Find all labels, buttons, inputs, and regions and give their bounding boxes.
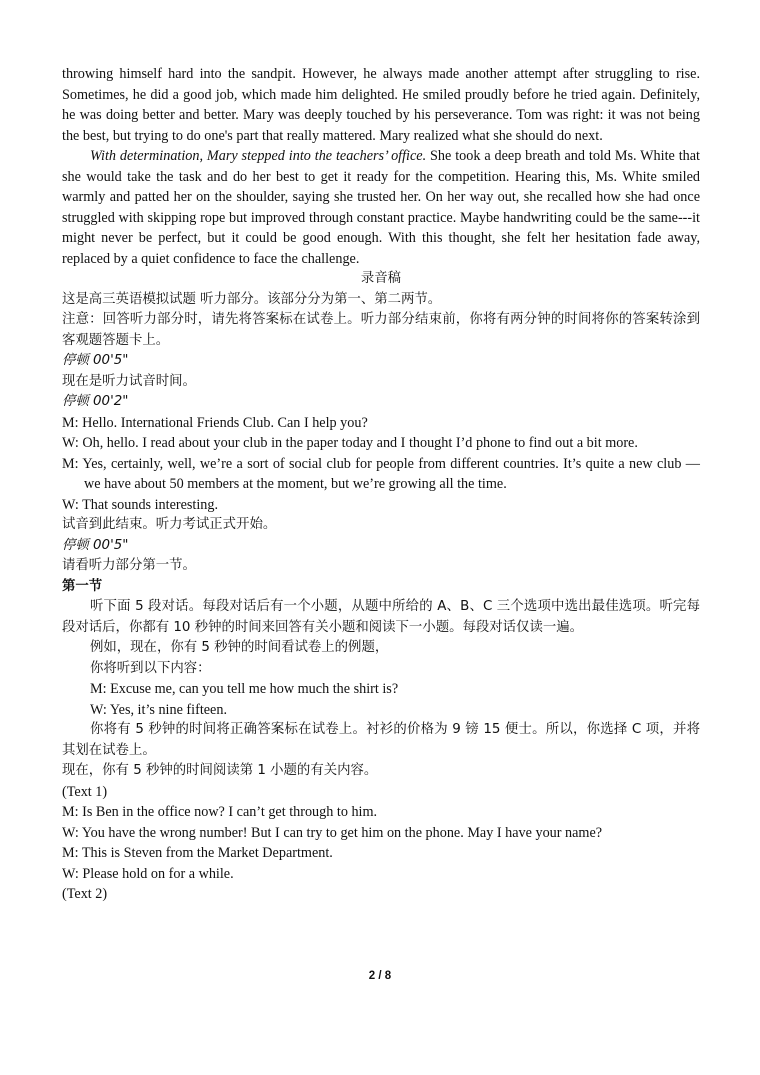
trial-time-text: 现在是听力试音时间。 bbox=[62, 373, 196, 389]
story-paragraph-1: throwing himself hard into the sandpit. However, he always made another attempt after struggling to rise. Sometimes, he did a good job, which made him delighted. He smiled proudly before he tried again. Definitely, he was doing better and better. Mary was deeply touched by his perseverance. Tom was right: it was not being the best, but trying to do one's part that really mattered. Mary realized what she should do next. bbox=[62, 66, 700, 144]
dialogue-line: M: Yes, certainly, well, we’re a sort of social club for people from different countries. It’s quite a new club — we have about 50 members at the moment, but we’re growing all the time. bbox=[62, 455, 700, 492]
text-2-label: (Text 2) bbox=[62, 886, 108, 902]
story-paragraph-2-italic: With determination, Mary stepped into the teachers’ office. bbox=[90, 148, 427, 164]
example-intro: 例如，现在，你有 5 秒钟的时间看试卷上的例题， bbox=[90, 640, 389, 655]
dialogue-line: W: That sounds interesting. bbox=[62, 496, 219, 513]
dialogue-line: W: Oh, hello. I read about your club in the paper today and I thought I’d phone to find out a bit more. bbox=[62, 435, 638, 451]
transcript-intro: 这是高三英语模拟试题 听力部分。该部分分为第一、第二两节。 bbox=[62, 291, 442, 307]
story-paragraph-2-rest: She took a deep breath and told Ms. White that she would take the task and do her best to get it ready for the competition. Hearing this, Ms. White smiled warmly and patted her on the shoulder, saying she trusted her. On her way out, she recalled how she had once struggled with skipping rope but improved through constant practice. Maybe handwriting could be the same---it might never be perfect, but it could be good enough. With this thought, she felt her hesitation fade away, replaced by a quiet confidence to face the challenge. bbox=[62, 148, 700, 267]
dialogue-line: M: Hello. International Friends Club. Can I help you? bbox=[62, 414, 368, 431]
transcript-heading: 录音稿 bbox=[360, 271, 402, 286]
dialogue-line: W: Please hold on for a while. bbox=[62, 865, 234, 882]
pause-marker: 停顿 00'5" bbox=[62, 537, 129, 553]
trial-end-text: 试音到此结束。听力考试正式开始。 bbox=[62, 517, 277, 532]
example-line-m: M: Excuse me, can you tell me how much the shirt is? bbox=[90, 681, 399, 697]
dialogue-line: W: You have the wrong number! But I can try to get him on the phone. May I have your name? bbox=[62, 824, 603, 841]
example-answer: 你将有 5 秒钟的时间将正确答案标在试卷上。衬衫的价格为 9 镑 15 便士。所以，你选择 C 项，并将其划在试卷上。 bbox=[62, 722, 700, 758]
section-title: 第一节 bbox=[62, 578, 103, 594]
page-number: 2 / 8 bbox=[368, 970, 392, 982]
pause-marker: 停顿 00'5" bbox=[62, 353, 129, 368]
text-1-label: (Text 1) bbox=[62, 783, 108, 800]
dialogue-line: M: Is Ben in the office now? I can’t get through to him. bbox=[62, 804, 378, 820]
section-description: 听下面 5 段对话。每段对话后有一个小题，从题中所给的 A、B、C 三个选项中选出最佳选项。听完每段对话后，你都有 10 秒钟的时间来回答有关小题和阅读下一小题。每段对话仅读一遍。 bbox=[62, 599, 700, 635]
example-hear: 你将听到以下内容： bbox=[90, 660, 211, 676]
example-line-w: W: Yes, it’s nine fifteen. bbox=[90, 701, 227, 718]
pause-marker: 停顿 00'2" bbox=[62, 394, 129, 409]
page-content bbox=[62, 64, 700, 905]
section-prompt: 请看听力部分第一节。 bbox=[62, 558, 196, 573]
dialogue-line: M: This is Steven from the Market Department. bbox=[62, 845, 333, 861]
story-paragraph-2 bbox=[62, 146, 700, 269]
transcript-notice: 注意：回答听力部分时，请先将答案标在试卷上。听力部分结束前，你将有两分钟的时间将你的答案转涂到客观题答题卡上。 bbox=[62, 312, 700, 348]
read-question-1: 现在，你有 5 秒钟的时间阅读第 1 小题的有关内容。 bbox=[62, 763, 378, 778]
